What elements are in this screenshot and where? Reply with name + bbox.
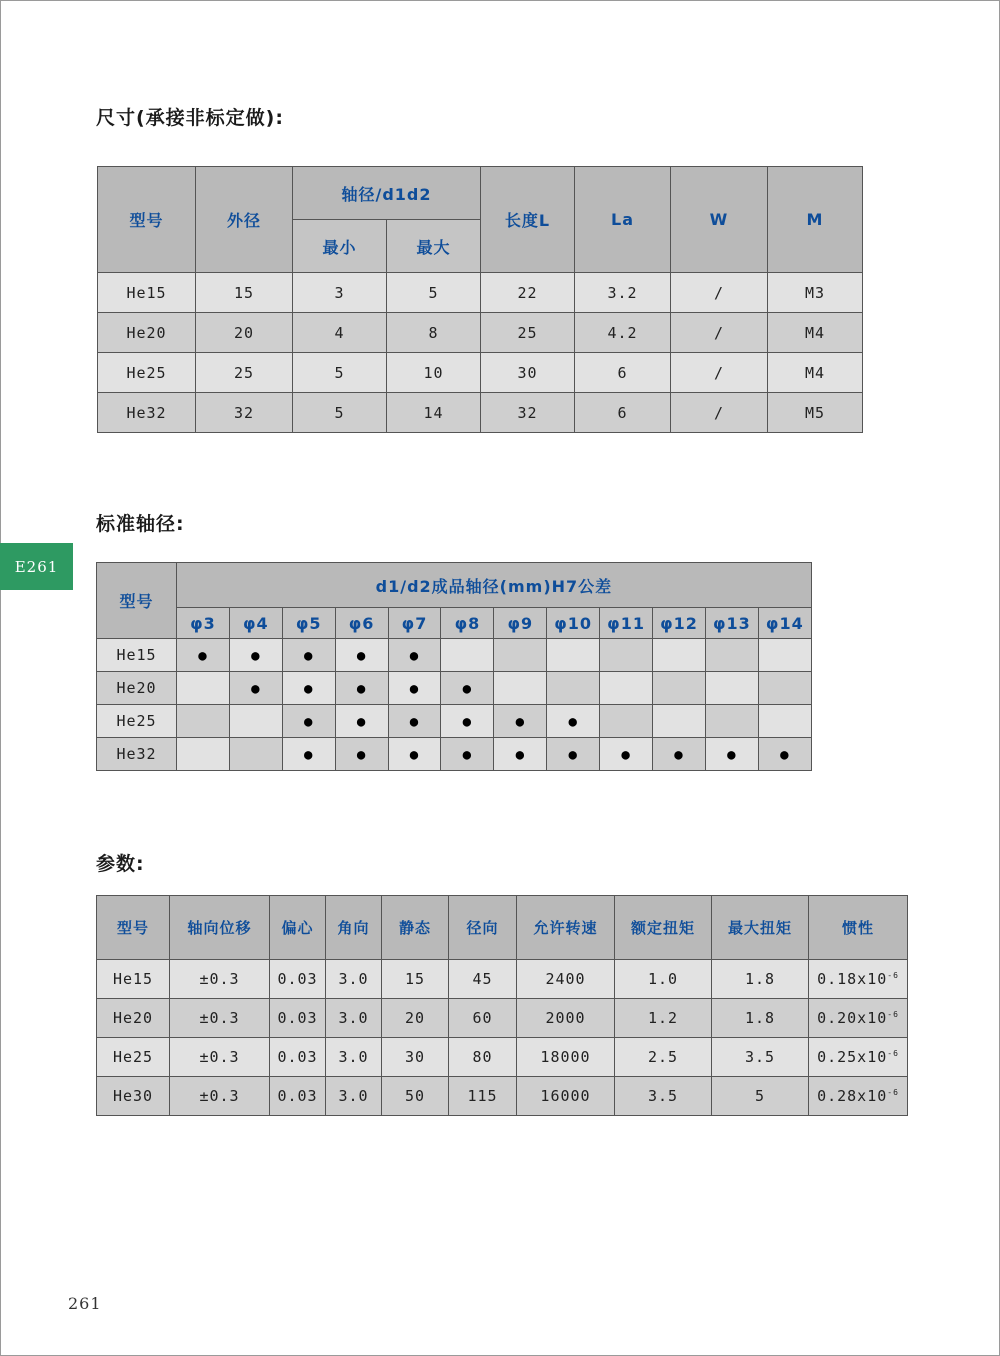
dot-icon: ●	[304, 747, 314, 763]
header-diameter: φ14	[758, 608, 811, 639]
header-diameter: φ11	[600, 608, 653, 639]
cell-w: /	[671, 273, 768, 313]
cell-max: 8	[387, 313, 481, 353]
dot-icon: ●	[409, 681, 420, 697]
cell-model: He25	[97, 705, 177, 738]
dot-mark	[441, 738, 494, 771]
header-param: 允许转速	[517, 896, 615, 960]
empty-cell	[229, 705, 282, 738]
header-param: 轴向位移	[170, 896, 270, 960]
cell-w: /	[671, 313, 768, 353]
cell-model: He30	[97, 1077, 170, 1116]
cell-model: He15	[98, 273, 196, 313]
cell-ecc: 0.03	[270, 1077, 326, 1116]
dot-icon: ●	[304, 648, 314, 664]
dot-icon: ●	[727, 747, 737, 763]
empty-cell	[229, 738, 282, 771]
inertia-value: 0.20x10	[817, 1009, 888, 1027]
cell-length: 22	[481, 273, 575, 313]
cell-model: He15	[97, 960, 170, 999]
dot-mark	[494, 738, 547, 771]
dot-icon: ●	[251, 681, 261, 697]
dot-mark	[494, 705, 547, 738]
header-diameter: φ8	[441, 608, 494, 639]
params-table	[96, 895, 908, 1116]
cell-rated: 2.5	[615, 1038, 712, 1077]
empty-cell	[600, 672, 653, 705]
dot-icon: ●	[356, 714, 367, 730]
cell-max: 5	[387, 273, 481, 313]
cell-model: He15	[97, 639, 177, 672]
dot-icon: ●	[251, 648, 261, 664]
empty-cell	[547, 672, 600, 705]
cell-axial: ±0.3	[170, 1077, 270, 1116]
header-param: 径向	[449, 896, 517, 960]
cell-ang: 3.0	[326, 1077, 382, 1116]
empty-cell	[653, 639, 706, 672]
inertia-value: 0.18x10	[817, 970, 888, 988]
inertia-exponent: -6	[887, 971, 899, 980]
cell-axial: ±0.3	[170, 1038, 270, 1077]
header-model: 型号	[97, 563, 177, 639]
header-param: 型号	[97, 896, 170, 960]
dot-icon: ●	[356, 747, 367, 763]
table-row	[97, 960, 908, 999]
cell-outer: 25	[196, 353, 293, 393]
dot-icon: ●	[621, 747, 631, 763]
dot-icon: ●	[409, 714, 420, 730]
cell-m: M5	[768, 393, 863, 433]
dot-mark	[547, 705, 600, 738]
table-row	[97, 639, 812, 672]
cell-model: He20	[97, 672, 177, 705]
dot-mark	[653, 738, 706, 771]
header-diameter: φ7	[388, 608, 441, 639]
inertia-value: 0.25x10	[817, 1048, 888, 1066]
header-length: 长度L	[481, 167, 575, 273]
header-diameter: φ3	[177, 608, 230, 639]
cell-ecc: 0.03	[270, 999, 326, 1038]
cell-rated: 3.5	[615, 1077, 712, 1116]
cell-length: 32	[481, 393, 575, 433]
header-diameter: φ6	[335, 608, 388, 639]
inertia-exponent: -6	[887, 1049, 899, 1058]
empty-cell	[547, 639, 600, 672]
dot-icon: ●	[356, 681, 367, 697]
table-row	[98, 393, 863, 433]
cell-static: 15	[382, 960, 449, 999]
header-m: M	[768, 167, 863, 273]
dot-mark	[547, 738, 600, 771]
cell-max: 1.8	[712, 960, 809, 999]
header-diameter: φ5	[282, 608, 335, 639]
cell-speed: 2400	[517, 960, 615, 999]
empty-cell	[653, 705, 706, 738]
cell-max: 3.5	[712, 1038, 809, 1077]
cell-radial: 80	[449, 1038, 517, 1077]
cell-radial: 45	[449, 960, 517, 999]
cell-rated: 1.2	[615, 999, 712, 1038]
header-group: d1/d2成品轴径(mm)H7公差	[177, 563, 812, 608]
table-row	[98, 273, 863, 313]
shaft-title: 标准轴径:	[96, 513, 185, 535]
empty-cell	[494, 639, 547, 672]
cell-radial: 115	[449, 1077, 517, 1116]
cell-model: He25	[98, 353, 196, 393]
side-tab: E261	[0, 543, 73, 590]
dot-icon: ●	[515, 747, 525, 763]
cell-la: 3.2	[575, 273, 671, 313]
dot-icon: ●	[462, 681, 473, 697]
cell-speed: 2000	[517, 999, 615, 1038]
dot-mark	[388, 639, 441, 672]
empty-cell	[705, 672, 758, 705]
cell-w: /	[671, 393, 768, 433]
dot-icon: ●	[304, 681, 314, 697]
cell-max: 14	[387, 393, 481, 433]
header-param: 偏心	[270, 896, 326, 960]
dot-mark	[388, 672, 441, 705]
cell-la: 4.2	[575, 313, 671, 353]
table-row	[97, 738, 812, 771]
table-row	[98, 353, 863, 393]
header-min: 最小	[293, 220, 387, 273]
inertia-value: 0.28x10	[817, 1087, 888, 1105]
cell-inertia	[809, 1077, 908, 1116]
dot-icon: ●	[568, 747, 578, 763]
table-row	[97, 672, 812, 705]
cell-model: He20	[97, 999, 170, 1038]
empty-cell	[177, 672, 230, 705]
dot-icon: ●	[462, 747, 473, 763]
cell-inertia	[809, 1038, 908, 1077]
dot-icon: ●	[409, 747, 420, 763]
cell-max: 1.8	[712, 999, 809, 1038]
cell-static: 20	[382, 999, 449, 1038]
header-diameter: φ13	[705, 608, 758, 639]
cell-length: 30	[481, 353, 575, 393]
dot-icon: ●	[304, 714, 314, 730]
empty-cell	[758, 672, 811, 705]
cell-outer: 15	[196, 273, 293, 313]
inertia-exponent: -6	[887, 1010, 899, 1019]
header-outer-dia: 外径	[196, 167, 293, 273]
cell-la: 6	[575, 393, 671, 433]
header-param: 最大扭矩	[712, 896, 809, 960]
cell-m: M3	[768, 273, 863, 313]
header-max: 最大	[387, 220, 481, 273]
dot-mark	[335, 672, 388, 705]
header-param: 惯性	[809, 896, 908, 960]
dot-mark	[229, 639, 282, 672]
cell-axial: ±0.3	[170, 999, 270, 1038]
cell-w: /	[671, 353, 768, 393]
empty-cell	[600, 639, 653, 672]
cell-m: M4	[768, 353, 863, 393]
dot-mark	[600, 738, 653, 771]
dot-icon: ●	[515, 714, 525, 730]
header-la: La	[575, 167, 671, 273]
dot-icon: ●	[356, 648, 367, 664]
shaft-table	[96, 562, 812, 771]
empty-cell	[441, 639, 494, 672]
dot-mark	[758, 738, 811, 771]
cell-min: 5	[293, 353, 387, 393]
cell-ang: 3.0	[326, 1038, 382, 1077]
dot-mark	[441, 705, 494, 738]
empty-cell	[653, 672, 706, 705]
empty-cell	[177, 738, 230, 771]
empty-cell	[705, 705, 758, 738]
cell-m: M4	[768, 313, 863, 353]
dot-icon: ●	[462, 714, 473, 730]
header-param: 额定扭矩	[615, 896, 712, 960]
cell-model: He32	[98, 393, 196, 433]
header-model: 型号	[98, 167, 196, 273]
cell-model: He25	[97, 1038, 170, 1077]
table-row	[97, 1077, 908, 1116]
dot-mark	[229, 672, 282, 705]
cell-min: 5	[293, 393, 387, 433]
header-diameter: φ12	[653, 608, 706, 639]
dimensions-title: 尺寸(承接非标定做):	[96, 107, 284, 129]
dot-mark	[705, 738, 758, 771]
cell-model: He20	[98, 313, 196, 353]
empty-cell	[758, 705, 811, 738]
header-param: 角向	[326, 896, 382, 960]
cell-speed: 18000	[517, 1038, 615, 1077]
dot-icon: ●	[780, 747, 790, 763]
cell-rated: 1.0	[615, 960, 712, 999]
cell-ang: 3.0	[326, 999, 382, 1038]
dot-mark	[335, 705, 388, 738]
dot-mark	[282, 672, 335, 705]
cell-ecc: 0.03	[270, 960, 326, 999]
dot-icon: ●	[198, 648, 208, 664]
dot-mark	[388, 738, 441, 771]
dot-mark	[335, 738, 388, 771]
dot-icon: ●	[674, 747, 684, 763]
params-title: 参数:	[96, 853, 145, 875]
cell-max: 10	[387, 353, 481, 393]
header-shaft-dia: 轴径/d1d2	[293, 167, 481, 220]
table-row	[97, 705, 812, 738]
cell-min: 3	[293, 273, 387, 313]
cell-min: 4	[293, 313, 387, 353]
empty-cell	[705, 639, 758, 672]
header-diameter: φ9	[494, 608, 547, 639]
empty-cell	[494, 672, 547, 705]
cell-ang: 3.0	[326, 960, 382, 999]
cell-static: 50	[382, 1077, 449, 1116]
header-diameter: φ10	[547, 608, 600, 639]
dot-mark	[388, 705, 441, 738]
table-row	[98, 313, 863, 353]
header-param: 静态	[382, 896, 449, 960]
table-row	[97, 1038, 908, 1077]
cell-outer: 32	[196, 393, 293, 433]
cell-inertia	[809, 999, 908, 1038]
dot-icon: ●	[409, 648, 420, 664]
empty-cell	[758, 639, 811, 672]
cell-la: 6	[575, 353, 671, 393]
empty-cell	[177, 705, 230, 738]
inertia-exponent: -6	[887, 1088, 899, 1097]
cell-ecc: 0.03	[270, 1038, 326, 1077]
cell-radial: 60	[449, 999, 517, 1038]
dot-mark	[335, 639, 388, 672]
dot-icon: ●	[568, 714, 578, 730]
cell-max: 5	[712, 1077, 809, 1116]
dot-mark	[282, 639, 335, 672]
cell-inertia	[809, 960, 908, 999]
dimensions-table	[97, 166, 863, 433]
dot-mark	[282, 705, 335, 738]
dot-mark	[177, 639, 230, 672]
empty-cell	[600, 705, 653, 738]
cell-axial: ±0.3	[170, 960, 270, 999]
cell-speed: 16000	[517, 1077, 615, 1116]
header-diameter: φ4	[229, 608, 282, 639]
cell-length: 25	[481, 313, 575, 353]
cell-model: He32	[97, 738, 177, 771]
page-number: 261	[68, 1294, 102, 1313]
header-w: W	[671, 167, 768, 273]
dot-mark	[441, 672, 494, 705]
cell-static: 30	[382, 1038, 449, 1077]
dot-mark	[282, 738, 335, 771]
cell-outer: 20	[196, 313, 293, 353]
table-row	[97, 999, 908, 1038]
